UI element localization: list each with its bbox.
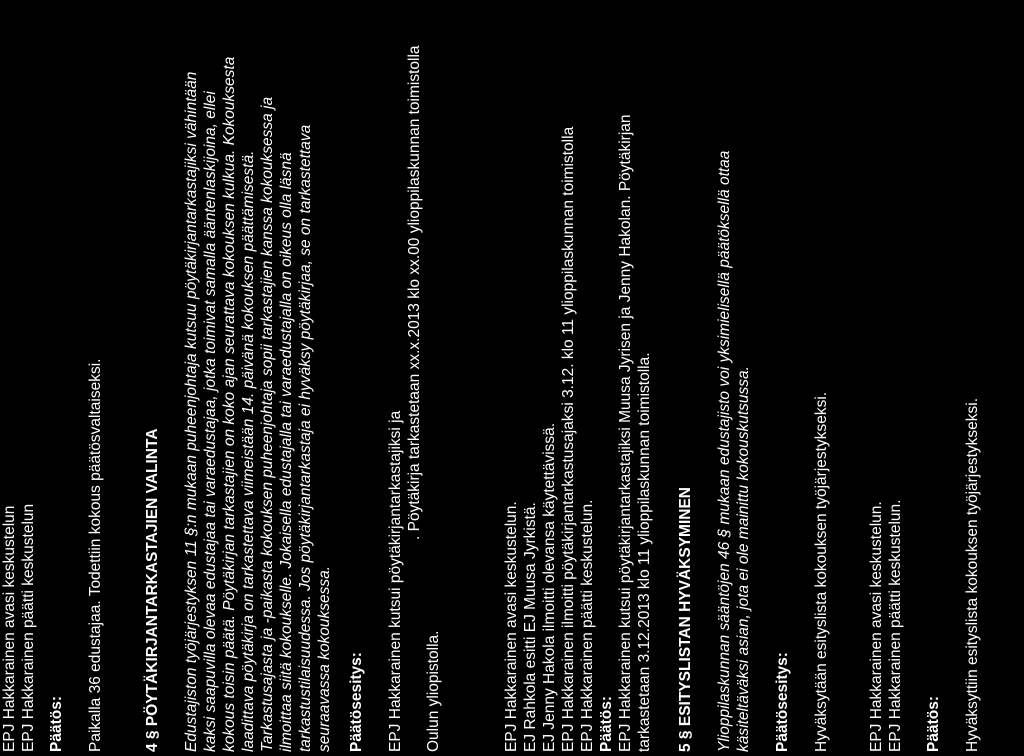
text-line: laadittava pöytäkirja on tarkastettava viimeistään 14. päivänä kokouksen päättämisestä. xyxy=(240,150,257,752)
text-line: ilmoittaa siitä kokoukselle. Jokaisella edustajalla tai varaedustajalla on oikeus olla läsnä xyxy=(278,152,295,752)
decision-block-3 xyxy=(47,0,66,752)
section-4-title xyxy=(143,0,162,752)
text-line: tarkastetaan 3.12.2013 klo 11 ylioppilaskunnan toimistolla. xyxy=(636,352,653,752)
decision-label: Päätös: xyxy=(598,696,615,752)
text-word: kutsui xyxy=(387,587,404,628)
decision-label: Päätös: xyxy=(925,696,942,752)
discussion-block-5 xyxy=(867,0,905,752)
text-line: käsiteltäväksi asian, jota ei ole mainittu kokouskutsussa. xyxy=(735,366,752,752)
text-line: kokous toisin päätä. Pöytäkirjan tarkastajien on koko ajan seurattava kokouksen kulkua. Kokouksesta xyxy=(221,56,238,752)
proposal-text-5 xyxy=(812,0,831,752)
discussion-block-4 xyxy=(502,0,597,752)
text-line: . Pöytäkirja tarkastetaan xx.x.2013 klo xx.00 ylioppilaskunnan toimistolla xyxy=(406,45,423,540)
text-line: Hyväksyttiin esityslista kokouksen työjärjestykseksi. xyxy=(964,397,981,752)
text-line: EPJ Hakkarainen avasi keskustelun. xyxy=(503,501,520,752)
text-word: pöytäkirjantarkastajiksi xyxy=(387,427,404,584)
decision-block-4 xyxy=(597,0,654,752)
decision-label: Päätös: xyxy=(48,696,65,752)
proposal-label: Päätösesitys: xyxy=(774,652,791,752)
text-word: ja xyxy=(387,410,404,423)
proposal-text-4 xyxy=(386,0,443,752)
discussion-block-3 xyxy=(0,0,38,752)
text-line: Tarkastusajasta ja -paikasta kokouksen puheenjohtaja sopii tarkastajien kanssa kokouksessa ja xyxy=(259,96,276,752)
decision-text-5 xyxy=(963,0,982,752)
text-line: EPJ Hakkarainen kutsui pöytäkirjantarkastajiksi Muusa Jyrisen ja Jenny Hakolan. Pöytäkirjan xyxy=(617,114,634,752)
text-line: EPJ Hakkarainen päätti keskustelun. xyxy=(579,499,596,752)
section-title: 4 § PÖYTÄKIRJANTARKASTAJIEN VALINTA xyxy=(144,428,161,752)
text-line: EPJ Hakkarainen päätti keskustelun. xyxy=(887,499,904,752)
text-line: Paikalla 36 edustajaa. Todettiin kokous päätösvaltaiseksi. xyxy=(87,358,104,752)
proposal-label-4 xyxy=(347,0,366,752)
text-line: EPJ Hakkarainen avasi keskustelun xyxy=(1,505,18,752)
proposal-line xyxy=(386,0,405,752)
text-line: Hyväksytään esityslista kokouksen työjärjestykseksi. xyxy=(813,391,830,752)
text-line: tarkastustilaisuudessa. Jos pöytäkirjantarkastaja ei hyväksy pöytäkirjaa, se on tarkastettava xyxy=(297,124,314,752)
text-line: EPJ Hakkarainen ilmoitti pöytäkirjantarkastusajaksi 3.12. klo 11 ylioppilaskunnan toimistolla xyxy=(560,126,577,752)
proposal-label-5 xyxy=(773,0,792,752)
text-word: Hakkarainen xyxy=(387,632,404,720)
text-line: EPJ Hakkarainen avasi keskustelun. xyxy=(868,501,885,752)
text-line: seuraavassa kokouksessa. xyxy=(316,565,333,752)
section-4-body xyxy=(182,0,334,752)
decision-block-5 xyxy=(924,0,943,752)
text-line: Ylioppilaskunnan sääntöjen 46 § mukaan edustajisto voi yksimielisellä päätöksellä ottaa xyxy=(716,150,733,752)
proposal-label: Päätösesitys: xyxy=(348,652,365,752)
section-5-body xyxy=(715,0,753,752)
section-5-title xyxy=(676,0,695,752)
section-title: 5 § ESITYSLISTAN HYVÄKSYMINEN xyxy=(677,487,694,752)
text-line: Oulun yliopistolla. xyxy=(425,630,442,752)
text-line: Edustajiston työjärjestyksen 11 §:n mukaan puheenjohtaja kutsuu pöytäkirjantarkastajiksi vähintään xyxy=(183,71,200,752)
text-line: kaksi saapuvilla olevaa edustajaa tai varaedustajaa, jotka toimivat samalla ääntenlaskijoina, ellei xyxy=(202,91,219,752)
text-line: EJ Jenny Hakola ilmoitti olevansa käytettävissä. xyxy=(541,422,558,752)
text-line: EPJ Hakkarainen päätti keskustelun xyxy=(20,503,37,752)
decision-text-3 xyxy=(86,0,105,752)
text-line: EJ Rahkola esitti EJ Muusa Jyrkistä. xyxy=(522,502,539,752)
text-word: EPJ xyxy=(387,723,404,752)
